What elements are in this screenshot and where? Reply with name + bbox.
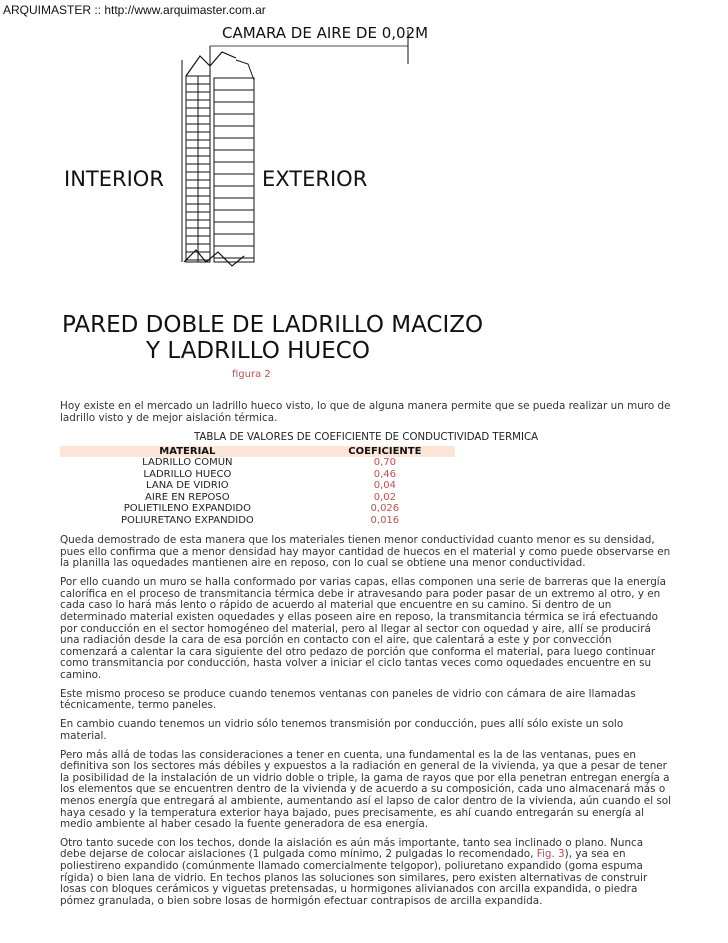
- interior-label: INTERIOR: [64, 167, 164, 191]
- material-cell: LADRILLO COMUN: [142, 457, 233, 469]
- table-title: TABLA DE VALORES DE COEFICIENTE DE CONDUCTIVIDAD TERMICA: [193, 432, 539, 444]
- body-paragraph: Queda demostrado de esta manera que los materiales tienen menor conductividad cuanto menor es su densidad, pues ello confirma que a menor densidad hay mayor cantidad de huecos en el material y como puede observarse en la planilla las oquedades mantienen aire en reposo, con lo cual se obtiene una menor conductividad.: [60, 534, 671, 570]
- exterior-label: EXTERIOR: [262, 167, 368, 191]
- body-paragraph: Pero más allá de todas las consideraciones a tener en cuenta, una fundamental es la de las ventanas, pues en definitiva son los sectores más débiles y expuestos a la radiación en general de la vivienda, ya que a pesar de tener la posibilidad de la instalación de un vidrio doble o triple, la gama de rayos que por ella penetran entregan energía a los elementos que se encuentren dentro de la vivienda y de acuerdo a su composición, cada uno almacenará más o menos energía que entregará al ambiente, aumentando así el lapso de calor dentro de la vivienda, aún cuando el sol haya cesado y la temperatura exterior haya bajado, pues precisamente, es ahí cuando entregarán su energía al medio ambiente al haber cesado la fuente generadora de esa energía.: [60, 748, 672, 831]
- body-paragraph: Por ello cuando un muro se halla conformado por varias capas, ellas componen una serie de barreras que la energía calorífica en el proceso de transmitancia térmica debe ir atravesando para poder pasar de un extremo al otro, y en cada caso lo hará más lento o rápido de acuerdo al material que encuentre en su camino. Si dentro de un determinado material existen oquedades y ellas poseen aire en reposo, la transmitancia térmica se irá efectuando por conducción en el sector homogéneo del material, pero al llegar al sector con oquedad y aire, allí se producirá una radiación desde la cara de esa porción en contacto con el aire, que calentará a este y por convección comenzará a calentar la cara siguiente del otro pedazo de porción que conforma el material, para luego continuar como transmitancia por conducción, hasta volver a iniciar el ciclo tantas veces como oquedades encuentre en su camino.: [60, 576, 667, 681]
- material-cell: POLIURETANO EXPANDIDO: [120, 514, 254, 526]
- material-cell: LANA DE VIDRIO: [146, 480, 229, 492]
- conductivity-table: [60, 446, 455, 527]
- figure-title-line2: Y LADRILLO HUECO: [146, 338, 370, 364]
- table-row: [60, 457, 455, 469]
- figure-caption-text: figura 2: [232, 369, 271, 380]
- paragraph-text: ), ya sea en poliestireno expandido (comúnmente llamado comercialmente telgopor), poliuretano expandido (goma espuma rígida) o bien lana de vidrio. En techos planos las soluciones son similares, pero existen alternativas de construir losas con bloques cerámicos y viguetas pretensadas, u hormigones alivianados con arcilla expandida, o piedra pómez granulada, o bien sobre losas de hormigón efectuar contrapisos de arcilla expandida.: [60, 848, 648, 907]
- camera-label: CAMARA DE AIRE DE 0,02M: [222, 24, 429, 42]
- material-cell: AIRE EN REPOSO: [145, 491, 230, 503]
- material-cell: POLIETILENO EXPANDIDO: [123, 503, 252, 515]
- coefficient-cell: 0,026: [370, 503, 400, 515]
- paragraph-text: Otro tanto sucede con los techos, donde la aislación es aún más importante, tanto sea inclinado o plano. Nunca debe dejarse de colocar aislaciones (1 pulgada como mínimo, 2 pulgadas lo recomendado,: [60, 836, 644, 861]
- table-row: [60, 469, 455, 481]
- coefficient-cell: 0,46: [373, 468, 396, 480]
- wall-section-figure: [0, 0, 728, 380]
- coefficient-cell: 0,02: [373, 491, 396, 503]
- coefficient-cell: 0,016: [370, 514, 400, 526]
- body-paragraph-roofs: [60, 838, 672, 908]
- intro-paragraph: Hoy existe en el mercado un ladrillo hueco visto, lo que de alguna manera permite que se pueda realizar un muro de ladrillo visto y de mejor aislación térmica.: [60, 400, 671, 424]
- header-material: MATERIAL: [159, 445, 216, 457]
- table-row: [60, 503, 455, 515]
- table-row: [60, 492, 455, 504]
- fig3-link[interactable]: Fig. 3: [536, 848, 565, 861]
- table-row: [60, 515, 455, 527]
- figure-title-line1: PARED DOBLE DE LADRILLO MACIZO: [62, 312, 484, 338]
- source-header: ARQUIMASTER :: http://www.arquimaster.com.ar: [3, 3, 266, 17]
- body-paragraph: Este mismo proceso se produce cuando tenemos ventanas con paneles de vidrio con cámara de aire llamadas técnicamente, termo paneles.: [60, 687, 636, 712]
- coefficient-cell: 0,70: [373, 457, 396, 469]
- coefficient-cell: 0,04: [373, 480, 396, 492]
- material-cell: LADRILLO HUECO: [143, 468, 232, 480]
- hollow-brick-layer: [214, 78, 254, 262]
- table-row: [60, 480, 455, 492]
- solid-brick-layer: [182, 60, 210, 262]
- table-header-row: [60, 446, 455, 458]
- body-paragraph: En cambio cuando tenemos un vidrio sólo tenemos transmisión por conducción, pues allí sólo existe un solo material.: [60, 718, 624, 742]
- article-body: [60, 401, 672, 915]
- header-coefficient: COEFICIENTE: [348, 445, 422, 457]
